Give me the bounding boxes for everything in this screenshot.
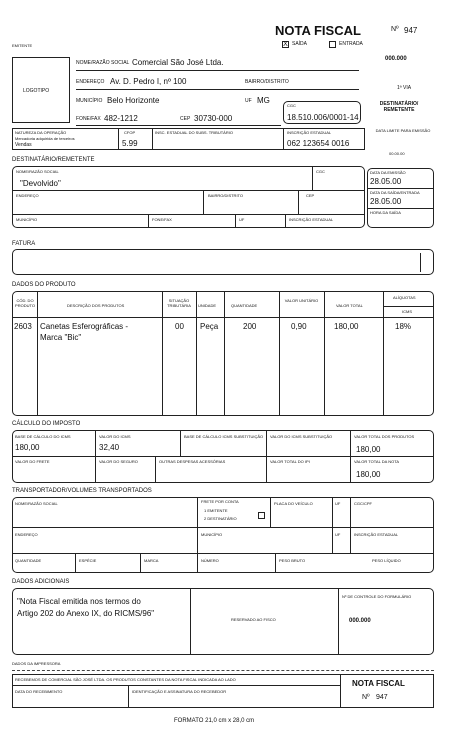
frete-label: FRETE POR CONTA xyxy=(201,499,239,504)
cgc-value: 18.510.006/0001-14 xyxy=(287,113,359,122)
valor-icms-value: 32,40 xyxy=(99,443,120,452)
dest-endereco-label: ENDEREÇO xyxy=(16,193,39,198)
quantidade-label: QUANTIDADE xyxy=(15,558,42,563)
hora-saida-label: HORA DA SAÍDA xyxy=(370,210,401,215)
valor-icms-label: VALOR DO ICMS xyxy=(99,434,131,439)
razao-label: NOME/RAZÃO SOCIAL xyxy=(76,60,130,66)
row-unidade: Peça xyxy=(200,322,219,331)
nf-number-label: Nº xyxy=(391,26,399,33)
canhoto-title: NOTA FISCAL xyxy=(352,679,405,688)
adicionais-section-label: DADOS ADICIONAIS xyxy=(12,579,70,585)
frete-opt2: 2 DESTINATÁRIO xyxy=(204,516,237,521)
col-aliquotas: ALÍQUOTAS xyxy=(393,295,416,300)
controle-label: Nº DE CONTROLE DO FORMULÁRIO xyxy=(342,594,412,599)
nota-fiscal-title: NOTA FISCAL xyxy=(275,23,361,38)
data-emissao-label: DATA DA EMISSÃO xyxy=(370,170,406,175)
dest-cep-label: CEP xyxy=(306,193,315,198)
insc-estadual-label: INSCRIÇÃO ESTADUAL xyxy=(287,130,332,135)
placa-label: PLACA DO VEÍCULO xyxy=(274,501,313,506)
via-label: 1ª VIA xyxy=(397,85,412,91)
col-descricao: DESCRIÇÃO DOS PRODUTOS xyxy=(67,303,125,308)
bairro-label: BAIRRO/DISTRITO xyxy=(245,79,289,85)
row-quantidade: 200 xyxy=(243,322,257,331)
saida-label: SAÍDA xyxy=(292,41,308,47)
canhoto-number-label: Nº xyxy=(362,694,370,701)
dest-razao-value: "Devolvido" xyxy=(20,179,61,188)
peso-liquido-label: PESO LÍQUIDO xyxy=(372,558,401,563)
base-icms-value: 180,00 xyxy=(15,443,40,452)
uf-label: UF xyxy=(245,98,252,104)
natureza-value: Mercadoria adquirida de terceiros xyxy=(15,136,75,141)
dest-razao-label: NOME/RAZÃO SOCIAL xyxy=(16,169,59,174)
outras-despesas-label: OUTRAS DESPESAS ACESSÓRIAS xyxy=(159,459,226,464)
col-codigo: CÓD. DO PRODUTO xyxy=(15,298,35,309)
row-descricao-1: Canetas Esferográficas - xyxy=(40,322,129,331)
identificacao-label: IDENTIFICAÇÃO E ASSINATURA DO RECEBEDOR xyxy=(132,689,227,694)
transp-uf-label: UF xyxy=(335,501,341,506)
col-icms: ICMS xyxy=(402,309,412,314)
recebemos-label: RECEBEMOS DE COMERCIAL SÃO JOSÉ LTDA. OS PRODUTOS CONSTANTES DA NOTA FISCAL INDICADA AO LADO xyxy=(15,677,236,682)
razao-value: Comercial São José Ltda. xyxy=(132,58,224,67)
saida-checkbox[interactable]: X xyxy=(283,41,288,48)
numero-label: NÚMERO xyxy=(201,558,219,563)
insc-subst-label: INSC. ESTADUAL DO SUBS. TRIBUTÁRIO xyxy=(155,130,233,135)
col-situacao: SITUAÇÃO TRIBUTÁRIA xyxy=(167,298,191,309)
entrada-checkbox[interactable] xyxy=(329,41,336,48)
dest-uf-label: UF xyxy=(239,217,245,222)
emitente-section-label: EMITENTE xyxy=(12,43,33,48)
transportador-section-label: TRANSPORTADOR/VOLUMES TRANSPORTADOS xyxy=(12,488,152,494)
controle-value: 000.000 xyxy=(349,618,371,624)
valor-total-nota-label: VALOR TOTAL DA NOTA xyxy=(354,459,400,464)
natureza-label: NATUREZA DA OPERAÇÃO xyxy=(15,130,67,135)
base-subst-label: BASE DE CÁLCULO ICMS SUBSTITUIÇÃO xyxy=(184,434,264,439)
row-descricao-2: Marca "Bic" xyxy=(40,333,82,342)
peso-bruto-label: PESO BRUTO xyxy=(279,558,306,563)
logo-label: LOGOTIPO xyxy=(23,88,50,94)
transp-cgc-label: CGC/CPF xyxy=(354,501,372,506)
cep-value: 30730-000 xyxy=(194,114,233,123)
data-recebimento-label: DATA DO RECEBIMENTO xyxy=(15,689,63,694)
row-valor-unitario: 0,90 xyxy=(291,322,307,331)
valor-total-nota-value: 180,00 xyxy=(356,470,381,479)
dest-insc-label: INSCRIÇÃO ESTADUAL xyxy=(289,217,334,222)
destinatario-copy-label: DESTINATÁRIO/ REMETENTE xyxy=(379,101,419,113)
frete-checkbox[interactable] xyxy=(258,512,265,519)
row-situacao: 00 xyxy=(175,322,184,331)
valor-ipi-label: VALOR TOTAL DO IPI xyxy=(270,459,310,464)
valor-total-produtos-value: 180,00 xyxy=(356,445,381,454)
transp-insc-label: INSCRIÇÃO ESTADUAL xyxy=(354,532,399,537)
fatura-section-label: FATURA xyxy=(12,241,36,247)
base-icms-label: BASE DE CÁLCULO DO ICMS xyxy=(15,434,71,439)
valor-subst-label: VALOR DO ICMS SUBSTITUIÇÃO xyxy=(270,434,333,439)
imposto-section-label: CÁLCULO DO IMPOSTO xyxy=(12,421,81,427)
data-saida-value: 28.05.00 xyxy=(370,197,402,206)
frete-opt1: 1 EMITENTE xyxy=(204,508,228,513)
data-limite-label: DATA LIMITE PARA EMISSÃO xyxy=(375,128,431,133)
entrada-label: ENTRADA xyxy=(339,41,363,47)
nf-number: 947 xyxy=(404,26,418,35)
especie-label: ESPÉCIE xyxy=(79,558,97,563)
municipio-value: Belo Horizonte xyxy=(107,96,160,105)
transp-razao-label: NOME/RAZÃO SOCIAL xyxy=(15,501,58,506)
dest-municipio-label: MUNICÍPIO xyxy=(16,217,38,222)
endereco-value: Av. D. Pedro I, nº 100 xyxy=(110,77,187,86)
dest-fone-label: FONE/FAX xyxy=(152,217,172,222)
produtos-table xyxy=(12,291,434,416)
municipio-label: MUNICÍPIO xyxy=(76,98,103,104)
valor-seguro-label: VALOR DO SEGURO xyxy=(99,459,138,464)
marca-label: MARCA xyxy=(144,558,159,563)
serial-number: 000.000 xyxy=(385,56,407,62)
cgc-label: CGC xyxy=(287,103,296,108)
fone-label: FONE/FAX xyxy=(76,116,101,122)
dest-bairro-label: BAIRRO/DISTRITO xyxy=(208,193,244,198)
data-saida-label: DATA DA SAÍDA/ENTRADA xyxy=(370,190,420,195)
transp-municipio-label: MUNICÍPIO xyxy=(201,532,223,537)
data-emissao-value: 28.05.00 xyxy=(370,177,402,186)
dados-impressora-label: DADOS DA IMPRESSORA xyxy=(12,661,61,666)
data-limite-value: 00.00.00 xyxy=(389,151,405,156)
destinatario-section-label: DESTINATÁRIO/REMETENTE xyxy=(12,157,95,163)
col-valor-total: VALOR TOTAL xyxy=(336,303,363,308)
obs-line-1: "Nota Fiscal emitida nos termos do xyxy=(17,597,141,606)
fatura-box xyxy=(12,249,434,275)
insc-estadual-value: 062 123654 0016 xyxy=(287,139,350,148)
dest-cgc-label: CGC xyxy=(316,169,325,174)
col-quantidade: QUANTIDADE xyxy=(231,303,258,308)
fone-value: 482-1212 xyxy=(104,114,138,123)
produtos-section-label: DADOS DO PRODUTO xyxy=(12,282,76,288)
transp-endereco-label: ENDEREÇO xyxy=(15,532,38,537)
valor-frete-label: VALOR DO FRETE xyxy=(15,459,50,464)
canhoto-number: 947 xyxy=(376,694,388,701)
cfop-label: CFOP xyxy=(124,130,136,135)
col-valor-unitario: VALOR UNITÁRIO xyxy=(284,298,319,303)
uf-value: MG xyxy=(257,96,270,105)
cep-label: CEP xyxy=(180,116,191,122)
reservado-fisco-label: RESERVADO AO FISCO xyxy=(231,617,276,622)
row-icms: 18% xyxy=(395,322,412,331)
obs-line-2: Artigo 202 do Anexo IX, do RICMS/96" xyxy=(17,609,155,618)
valor-total-produtos-label: VALOR TOTAL DOS PRODUTOS xyxy=(354,434,415,439)
formato-label: FORMATO 21,0 cm x 28,0 cm xyxy=(174,718,255,724)
row-codigo: 2603 xyxy=(14,322,32,331)
row-valor-total: 180,00 xyxy=(334,322,359,331)
natureza-value-2: Vendas xyxy=(15,142,32,148)
col-unidade: UNIDADE xyxy=(198,303,217,308)
endereco-label: ENDEREÇO xyxy=(76,79,105,85)
cfop-value: 5.99 xyxy=(122,139,138,148)
transp-uf2-label: UF xyxy=(335,532,341,537)
